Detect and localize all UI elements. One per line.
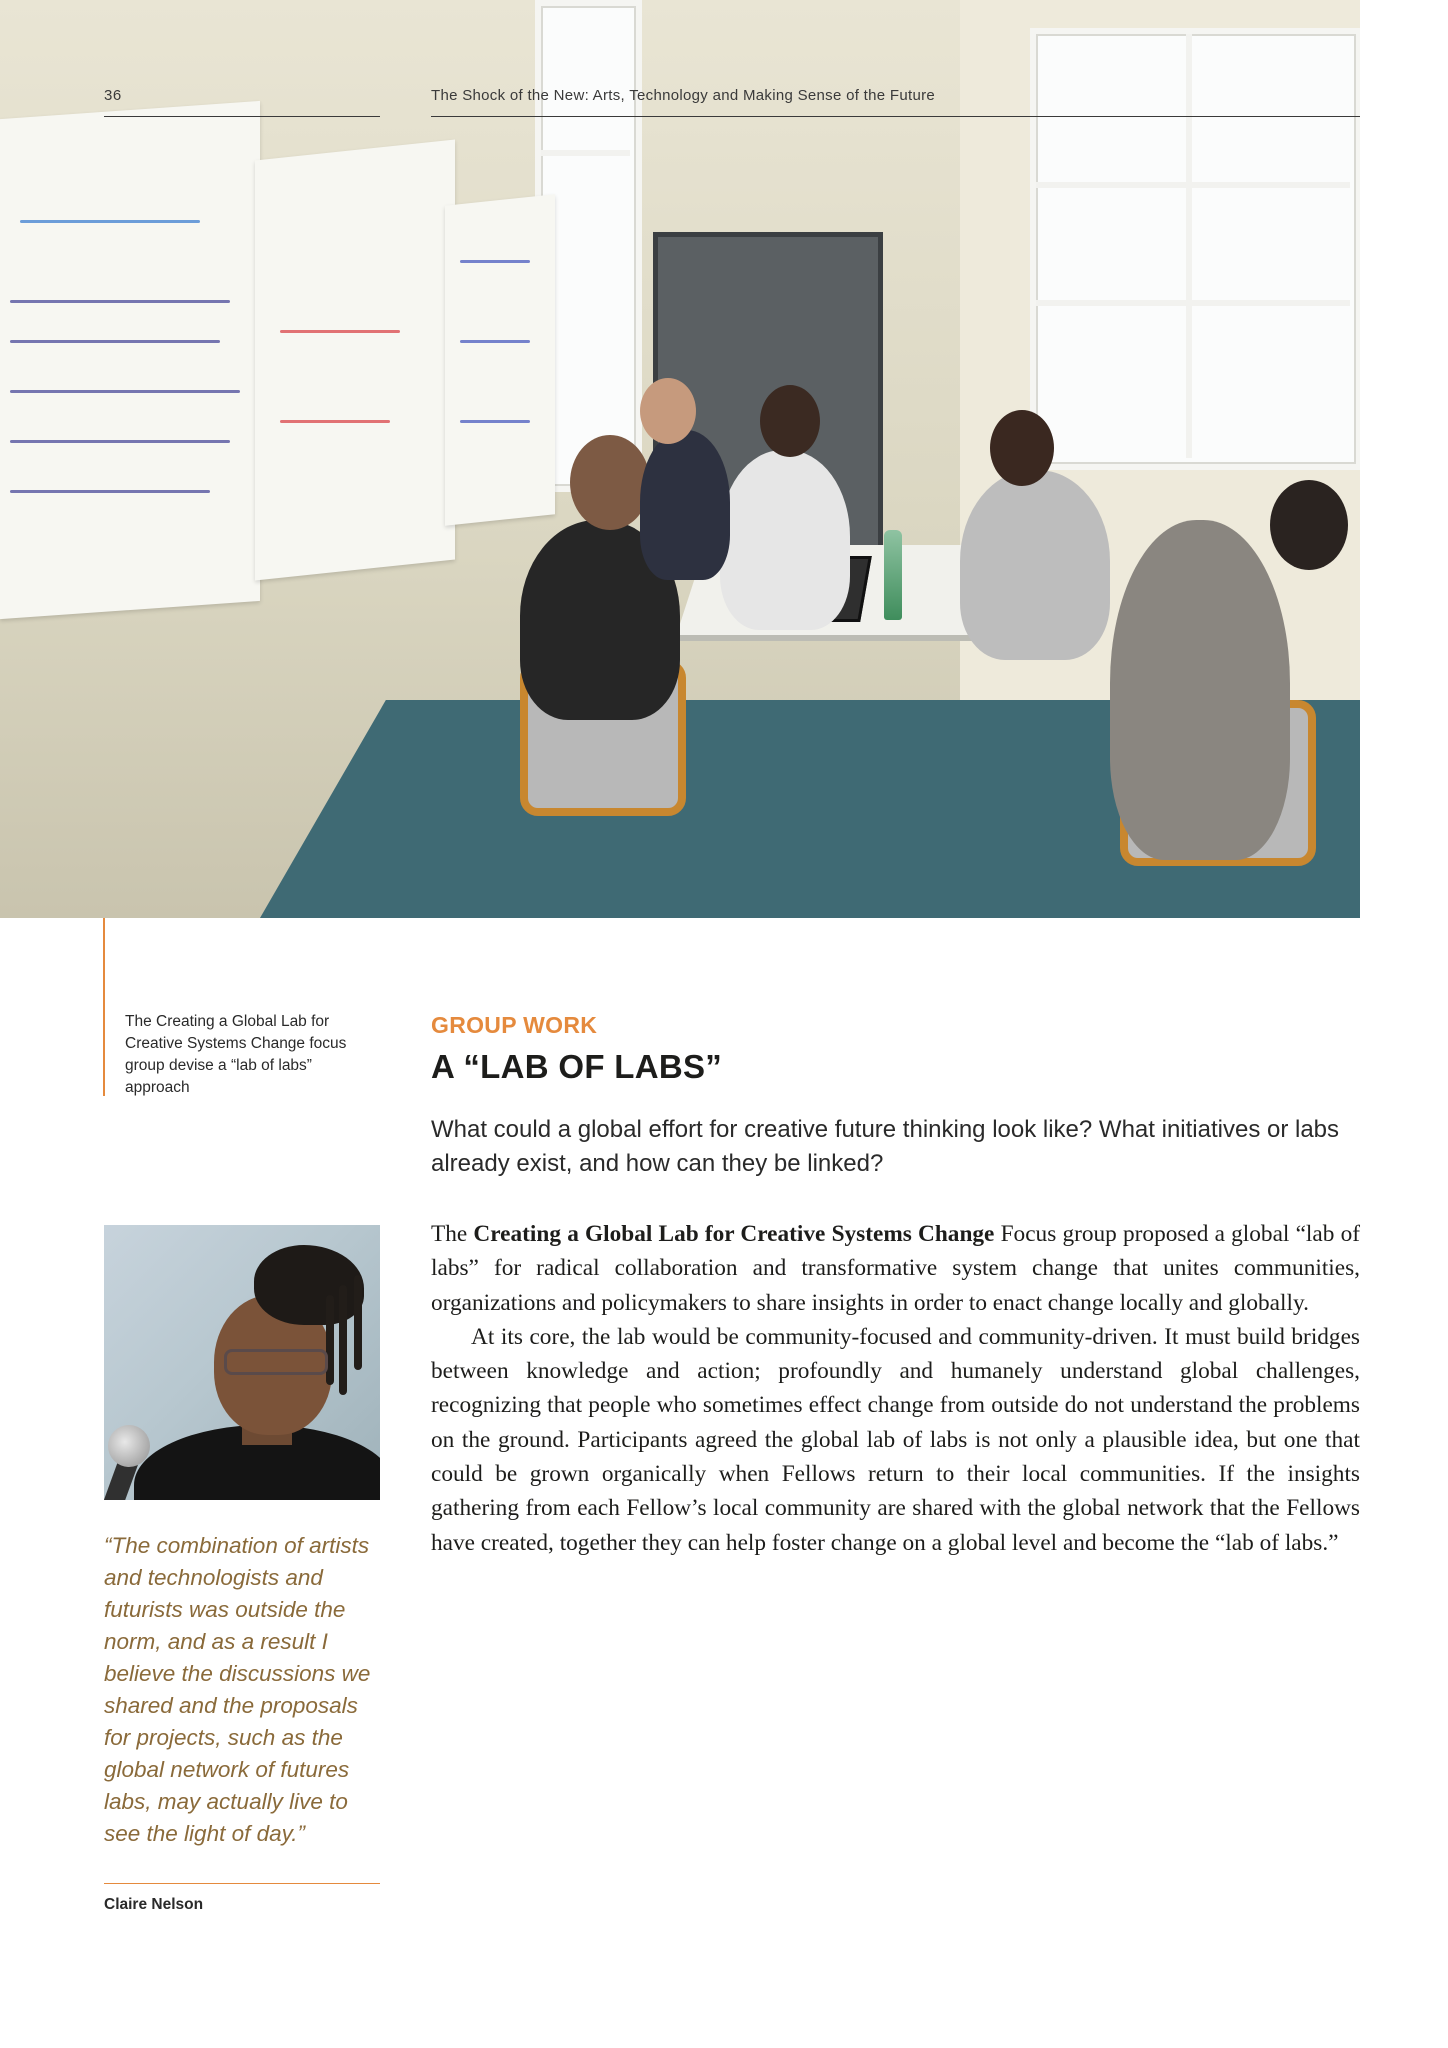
caption-accent-bar xyxy=(103,918,105,1096)
article-title: A “LAB OF LABS” xyxy=(431,1048,723,1085)
paragraph: At its core, the lab would be community-focused and community-driven. It must build bridges between knowledge and action; profoundly and humanely understand global challenges, recognizing that people who sometimes effect change from outside do not understand the problems on the ground. Participants agreed the global lab of labs is not only a plausible idea, but one that could be grown organically when Fellows return to their local communities. If the insights gathering from each Fellow’s local community are shared with the global network that the Fellows have created, together they can help foster change on a global level and become the “lab of labs.” xyxy=(431,1323,1360,1556)
flipchart-paper xyxy=(255,139,455,580)
page-number: 36 xyxy=(104,87,122,104)
person xyxy=(720,450,850,630)
article-intro: What could a global effort for creative future thinking look like? What initiatives or labs already exist, and how can they be linked? xyxy=(431,1116,1340,1177)
group-discussion-photo xyxy=(0,0,1360,918)
running-header: The Shock of the New: Arts, Technology and Making Sense of the Future xyxy=(431,87,936,104)
person xyxy=(960,470,1110,660)
divider xyxy=(104,116,380,117)
photo-caption: The Creating a Global Lab for Creative Systems Change focus group devise a “lab of labs” approach xyxy=(125,1013,347,1096)
divider xyxy=(431,116,1360,117)
person xyxy=(1110,520,1290,860)
divider xyxy=(104,1883,380,1884)
section-kicker: GROUP WORK xyxy=(431,1012,598,1038)
lab-name: Creating a Global Lab for Creative Systems Change xyxy=(473,1221,995,1247)
flipchart-paper xyxy=(445,194,555,526)
flipchart-paper xyxy=(0,101,260,619)
pull-quote: “The combination of artists and technologists and futurists was outside the norm, and as a result I believe the discussions we shared and the proposals for projects, such as the global network of futures labs, may actually live to see the light of day.” xyxy=(104,1533,371,1846)
water-bottle xyxy=(884,530,902,620)
quote-author: Claire Nelson xyxy=(104,1896,204,1913)
microphone xyxy=(108,1425,150,1467)
window xyxy=(1030,28,1360,470)
paragraph: The Creating a Global Lab for Creative Systems Change Focus group proposed a global “lab of labs” for radical collaboration and transformative system change that unites communities, organizations and policymakers to share insights in order to enact change locally and globally. xyxy=(431,1221,1360,1316)
person xyxy=(640,430,730,580)
article-body xyxy=(431,1217,1360,1560)
speaker-portrait-photo xyxy=(104,1225,380,1500)
